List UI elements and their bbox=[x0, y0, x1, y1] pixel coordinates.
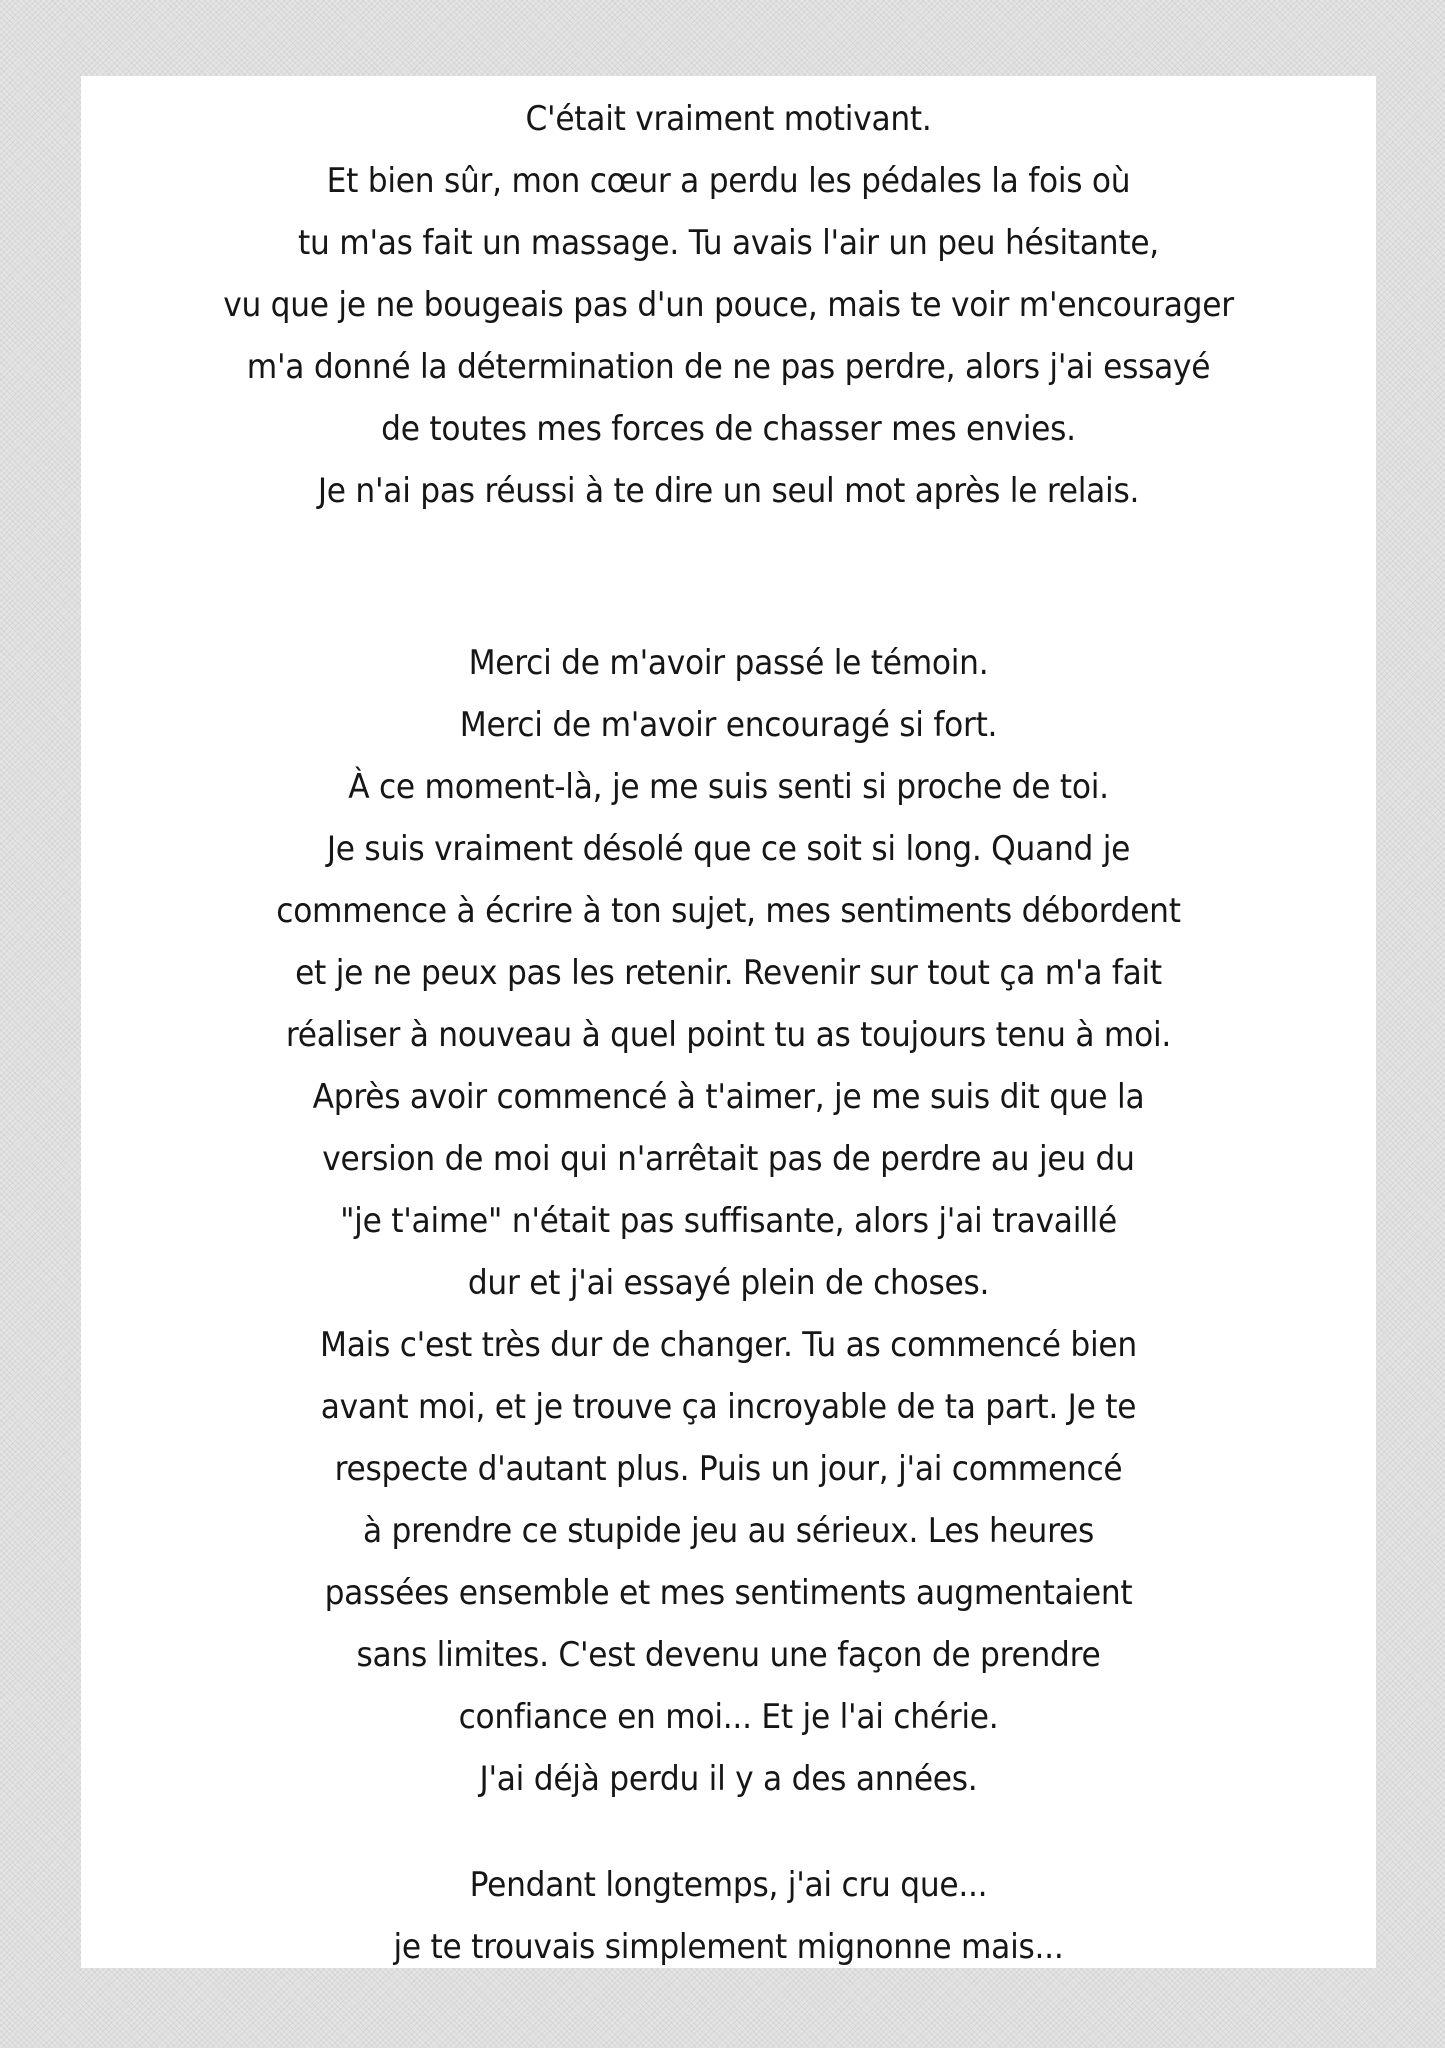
text-line: Et bien sûr, mon cœur a perdu les pédales la fois où bbox=[326, 161, 1131, 201]
paragraph-4 bbox=[81, 1916, 1376, 1978]
text-line: vu que je ne bougeais pas d'un pouce, mais te voir m'encourager bbox=[223, 285, 1234, 325]
text-line: Pendant longtemps, j'ai cru que... bbox=[469, 1865, 988, 1905]
text-line: respecte d'autant plus. Puis un jour, j'ai commencé bbox=[334, 1449, 1123, 1489]
text-line: confiance en moi... Et je l'ai chérie. bbox=[458, 1697, 999, 1737]
text-line: C'était vraiment motivant. bbox=[525, 99, 932, 139]
text-line: je te trouvais simplement mignonne mais... bbox=[393, 1927, 1064, 1967]
text-line: dur et j'ai essayé plein de choses. bbox=[467, 1263, 990, 1303]
text-line: m'a donné la détermination de ne pas perdre, alors j'ai essayé bbox=[246, 347, 1211, 387]
paragraph-3 bbox=[81, 1854, 1376, 1916]
text-line: À ce moment-là, je me suis senti si proche de toi. bbox=[348, 767, 1109, 807]
text-line: Je suis vraiment désolé que ce soit si long. Quand je bbox=[326, 829, 1131, 869]
text-line: Je n'ai pas réussi à te dire un seul mot après le relais. bbox=[317, 471, 1140, 511]
text-line: commence à écrire à ton sujet, mes sentiments débordent bbox=[276, 891, 1181, 931]
paragraph-2 bbox=[81, 632, 1376, 1810]
paragraph-1 bbox=[81, 88, 1376, 522]
text-line: J'ai déjà perdu il y a des années. bbox=[479, 1759, 978, 1799]
text-line: réaliser à nouveau à quel point tu as toujours tenu à moi. bbox=[285, 1015, 1172, 1055]
text-line: passées ensemble et mes sentiments augmentaient bbox=[324, 1573, 1133, 1613]
text-line: Merci de m'avoir passé le témoin. bbox=[468, 643, 989, 683]
text-line: à prendre ce stupide jeu au sérieux. Les heures bbox=[363, 1511, 1094, 1551]
text-line: de toutes mes forces de chasser mes envies. bbox=[381, 409, 1076, 449]
letter-page bbox=[81, 76, 1376, 1968]
text-line: Après avoir commencé à t'aimer, je me suis dit que la bbox=[312, 1077, 1145, 1117]
text-line: et je ne peux pas les retenir. Revenir sur tout ça m'a fait bbox=[295, 953, 1162, 993]
text-line: version de moi qui n'arrêtait pas de perdre au jeu du bbox=[322, 1139, 1135, 1179]
text-line: sans limites. C'est devenu une façon de prendre bbox=[356, 1635, 1101, 1675]
text-line: tu m'as fait un massage. Tu avais l'air un peu hésitante, bbox=[298, 223, 1159, 263]
text-line: avant moi, et je trouve ça incroyable de ta part. Je te bbox=[320, 1387, 1137, 1427]
text-line: Mais c'est très dur de changer. Tu as commencé bien bbox=[320, 1325, 1137, 1365]
text-line: Merci de m'avoir encouragé si fort. bbox=[459, 705, 998, 745]
text-line: "je t'aime" n'était pas suffisante, alors j'ai travaillé bbox=[340, 1201, 1117, 1241]
